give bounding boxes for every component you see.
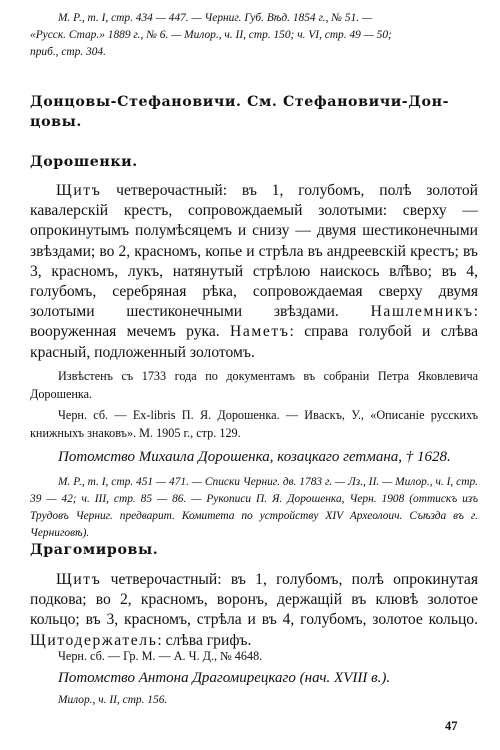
shield-term: Щитъ xyxy=(56,182,102,199)
top-references xyxy=(30,10,478,61)
section-title-doroshenki: Дорошенки. xyxy=(30,154,138,170)
crest-term: Нашлемникъ xyxy=(370,303,474,321)
cross-ref-line-1: Донцовы-Стефановичи. См. Стефановичи-Дон- xyxy=(30,94,450,110)
mantle-term: Наметъ xyxy=(230,323,290,341)
lineage-dragomirovy: Потомство Антона Драгомирецкаго (нач. XVIII в.). xyxy=(58,670,391,686)
cross-ref-line-2: цовы. xyxy=(30,114,82,130)
coat-of-arms-doroshenki xyxy=(30,181,478,363)
coat-of-arms-dragomirovy xyxy=(30,570,478,651)
mantle-description: : справа голубой и слѣва красный, подложенный золотомъ. xyxy=(30,323,478,361)
shield-description: четверочастный: въ 1, голубомъ, полѣ золотой кавалерскій крестъ, сопровождаемый золотыми: сверху — опрокинутымъ полумѣсяцемъ и снизу — двумя шестиконечными звѣздами; во 2, красномъ, копье и стрѣла въ андреевскій крестъ; въ 3, красномъ, лукъ, натянутый стрѣлою наискось вл̂ѣво; въ 4, голубомъ, серебряная рѣка, сопровождаемая сверху двумя золотыми шестиконечными звѣздами. xyxy=(30,182,478,321)
bookplate-sources: Черн. сб. — Ex-libris П. Я. Дорошенка. — Ивaскъ, У., «Описаніе русскихъ книжныхъ знаковъ». М. 1905 г., стр. 129. xyxy=(30,408,478,440)
top-ref-line-2: «Русск. Стар.» 1889 г., № 6. — Милор., ч. II, стр. 150; ч. VI, стр. 49 — 50; xyxy=(30,29,392,41)
cross-reference-heading xyxy=(30,92,478,132)
shield-description: четверочастный: въ 1, голубомъ, полѣ опрокинутая подкова; во 2, красномъ, воронъ, держащій въ клювѣ золотое кольцо; въ 3, красномъ, стрѣла и въ 4, голубомъ, золотое кольцо. xyxy=(30,571,478,629)
supporter-term: Щитодержатель xyxy=(30,631,158,649)
section-title-dragomirovy: Драгомировы. xyxy=(30,542,159,558)
lineage-doroshenki: Потомство Михаила Дорошенка, козацкаго гетмана, † 1628. xyxy=(58,449,451,465)
references-doroshenki: М. Р., т. I, стр. 451 — 471. — Списки Черниг. дв. 1783 г. — Лз., II. — Милор., ч. I, стр. 39 — 42; ч. III, стр. 85 — 86. — Рукописи П. Я. Дорошенка, Черн. 1908 (оттискъ изъ Трудовъ Черниг. предварит. Комитета по устройству XIV Археолоич. Съѣзда въ г. Черниговѣ). xyxy=(30,476,478,539)
crest-description: : вооруженная мечемъ рука. xyxy=(30,303,478,341)
source-dragomirovy: Черн. сб. — Гр. М. — А. Ч. Д., № 4648. xyxy=(58,649,263,663)
top-ref-line-1: М. Р., т. I, стр. 434 — 447. — Черниг. Губ. Вѣд. 1854 г., № 51. — xyxy=(58,12,373,24)
top-ref-line-3: приб., стр. 304. xyxy=(30,46,106,58)
supporter-description: : слѣва грифъ. xyxy=(157,631,252,649)
page-number: 47 xyxy=(445,719,458,733)
references-dragomirovy: Милор., ч. II, стр. 156. xyxy=(58,694,168,706)
shield-term: Щитъ xyxy=(56,571,102,588)
known-since-note: Извѣстенъ съ 1733 года по документамъ въ собраніи Петра Яковлевича Дорошенка. xyxy=(30,369,478,401)
